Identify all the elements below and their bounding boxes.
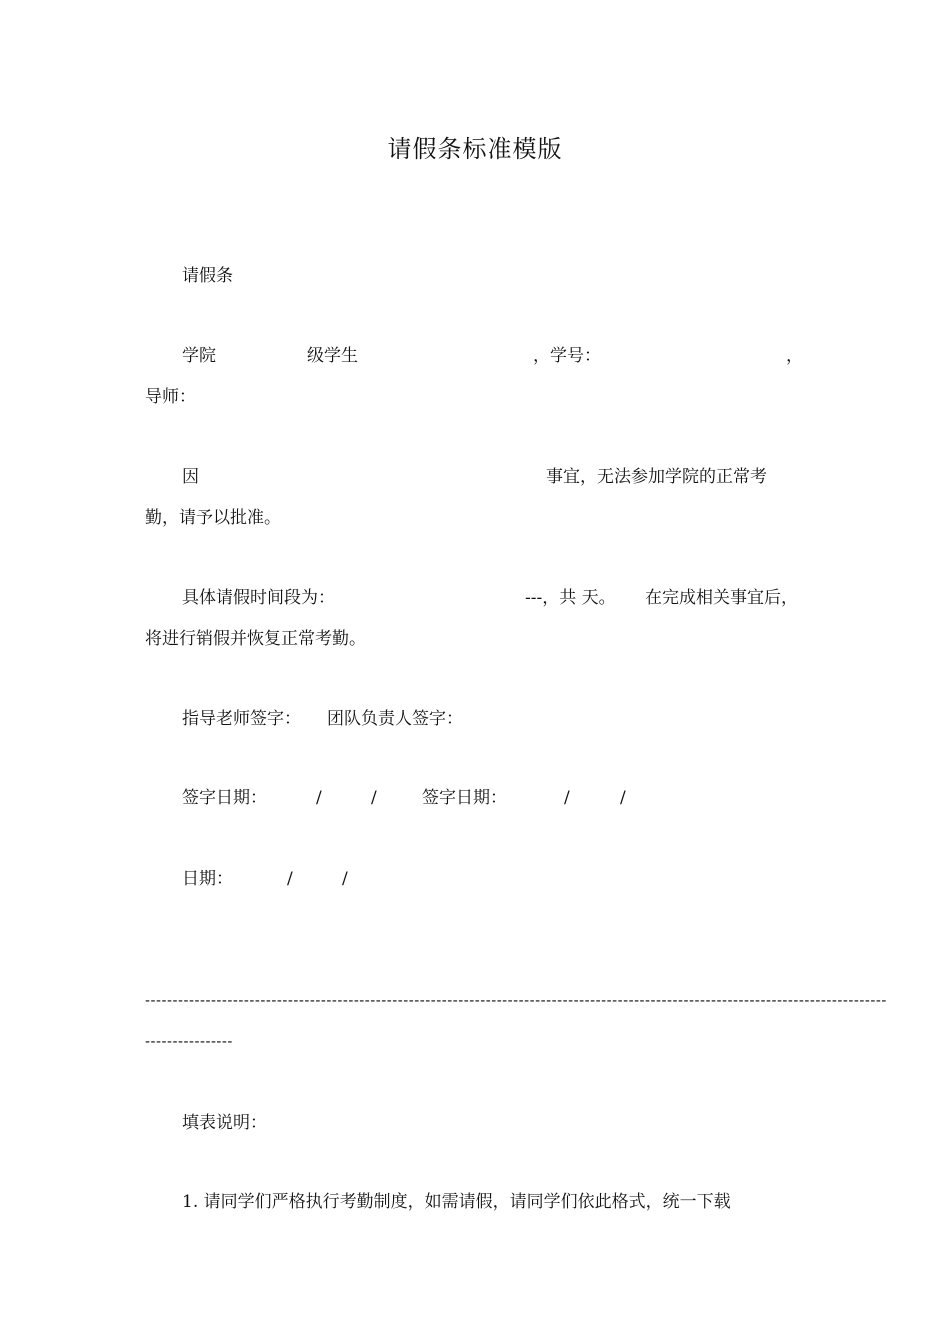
period-label: 具体请假时间段为： <box>182 588 335 608</box>
grade-student-label: 级学生 <box>307 346 358 366</box>
sign-date-slash-4: / <box>620 788 626 808</box>
reason-suffix: 事宜，无法参加学院的正常考 <box>546 467 767 487</box>
sign-date-label-1: 签字日期： <box>182 788 267 808</box>
college-label: 学院 <box>182 346 216 366</box>
reason-prefix: 因 <box>182 467 199 487</box>
sign-date-label-2: 签字日期： <box>422 788 507 808</box>
student-id-label: ，学号： <box>533 346 601 366</box>
sign-date-slash-1: / <box>316 788 322 808</box>
team-leader-signature-label: 团队负责人签字： <box>327 709 463 729</box>
separator-line-1: --------------------------------------------------------------------------------------------------------------------------------------- <box>145 992 887 1009</box>
leave-note-heading: 请假条 <box>182 266 233 286</box>
line-end-comma: ， <box>786 346 803 366</box>
advisor-label: 导师： <box>145 387 196 407</box>
period-range-days: ---，共 天。 <box>525 588 616 608</box>
sign-date-slash-3: / <box>564 788 570 808</box>
period-after-text: 在完成相关事宜后， <box>645 588 798 608</box>
separator-line-2: ---------------- <box>145 1033 233 1050</box>
period-continuation: 将进行销假并恢复正常考勤。 <box>145 629 366 649</box>
document-title: 请假条标准模版 <box>387 135 563 163</box>
instructions-heading: 填表说明： <box>182 1113 267 1133</box>
date-slash-2: / <box>342 869 348 889</box>
instructions-item-1: 1. 请同学们严格执行考勤制度，如需请假，请同学们依此格式，统一下载 <box>182 1192 731 1212</box>
reason-continuation: 勤，请予以批准。 <box>145 508 281 528</box>
advisor-signature-label: 指导老师签字： <box>182 709 301 729</box>
sign-date-slash-2: / <box>371 788 377 808</box>
date-slash-1: / <box>287 869 293 889</box>
date-label: 日期： <box>182 869 233 889</box>
